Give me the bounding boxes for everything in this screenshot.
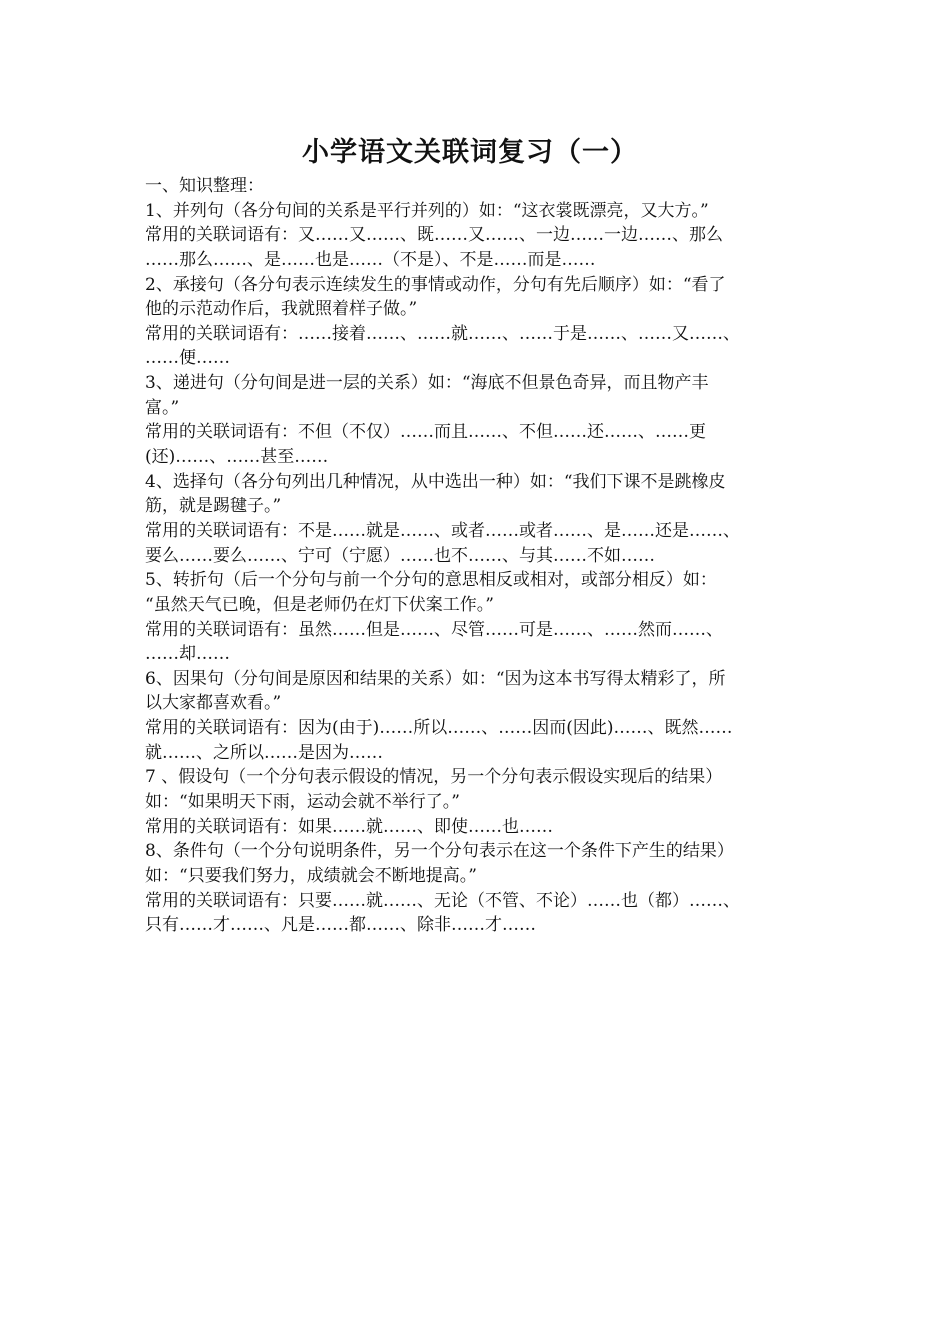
item-3-heading: 3、递进句（分句间是进一层的关系）如：“海底不但景色奇异，而且物产丰 <box>145 373 709 394</box>
item-4-heading-cont: 筋，就是踢毽子。” <box>145 496 282 517</box>
item-1-heading: 1、并列句（各分句间的关系是平行并列的）如：“这衣裳既漂亮，又大方。” <box>145 200 709 221</box>
item-2-heading: 2、承接句（各分句表示连续发生的事情或动作，分句有先后顺序）如：“看了 <box>145 274 726 295</box>
item-4-heading: 4、选择句（各分句列出几种情况，从中选出一种）如：“我们下课不是跳橡皮 <box>145 471 726 492</box>
item-8-heading: 8、条件句（一个分句说明条件，另一个分句表示在这一个条件下产生的结果） <box>145 841 734 862</box>
item-5-conjunctions: 常用的关联词语有：虽然……但是……、尽管……可是……、……然而……、 <box>145 619 723 640</box>
page-title: 小学语文关联词复习（一） <box>302 137 638 168</box>
item-3-conjunctions: 常用的关联词语有：不但（不仅）……而且……、不但……还……、……更 <box>145 422 706 443</box>
item-4-conjunctions-cont: 要么……要么……、宁可（宁愿）……也不……、与其……不如…… <box>145 545 655 566</box>
item-2-conjunctions-cont: ……便…… <box>145 348 230 369</box>
item-2-heading-cont: 他的示范动作后，我就照着样子做。” <box>145 299 418 320</box>
item-1-conjunctions-cont: ……那么……、是……也是……（不是）、不是……而是…… <box>145 249 596 270</box>
item-7-heading-cont: 如：“如果明天下雨，运动会就不举行了。” <box>145 792 460 813</box>
item-3-heading-cont: 富。” <box>145 397 180 418</box>
item-8-heading-cont: 如：“只要我们努力，成绩就会不断地提高。” <box>145 865 477 886</box>
item-3-conjunctions-cont: (还)……、……甚至…… <box>145 447 329 468</box>
item-7-heading: 7 、假设句（一个分句表示假设的情况，另一个分句表示假设实现后的结果） <box>145 767 723 788</box>
item-6-heading-cont: 以大家都喜欢看。” <box>145 693 282 714</box>
item-5-heading-cont: “虽然天气已晚，但是老师仍在灯下伏案工作。” <box>145 594 494 615</box>
item-1-conjunctions: 常用的关联词语有：又……又……、既……又……、一边……一边……、那么 <box>145 225 723 246</box>
item-2-conjunctions: 常用的关联词语有：……接着……、……就……、……于是……、……又……、 <box>145 323 740 344</box>
item-6-conjunctions: 常用的关联词语有：因为(由于)……所以……、……因而(因此)……、既然…… <box>145 718 733 739</box>
item-4-conjunctions: 常用的关联词语有：不是……就是……、或者……或者……、是……还是……、 <box>145 520 740 541</box>
item-6-heading: 6、因果句（分句间是原因和结果的关系）如：“因为这本书写得太精彩了，所 <box>145 668 726 689</box>
item-8-conjunctions: 常用的关联词语有：只要……就……、无论（不管、不论）……也（都）……、 <box>145 890 740 911</box>
item-7-conjunctions: 常用的关联词语有：如果……就……、即使……也…… <box>145 816 553 837</box>
document-body <box>145 174 810 938</box>
item-8-conjunctions-cont: 只有……才……、凡是……都……、除非……才…… <box>145 915 536 936</box>
item-5-conjunctions-cont: ……却…… <box>145 644 230 665</box>
section-heading: 一、知识整理： <box>145 176 264 196</box>
item-6-conjunctions-cont: 就……、之所以……是因为…… <box>145 742 383 763</box>
item-5-heading: 5、转折句（后一个分句与前一个分句的意思相反或相对，或部分相反）如： <box>145 570 717 591</box>
